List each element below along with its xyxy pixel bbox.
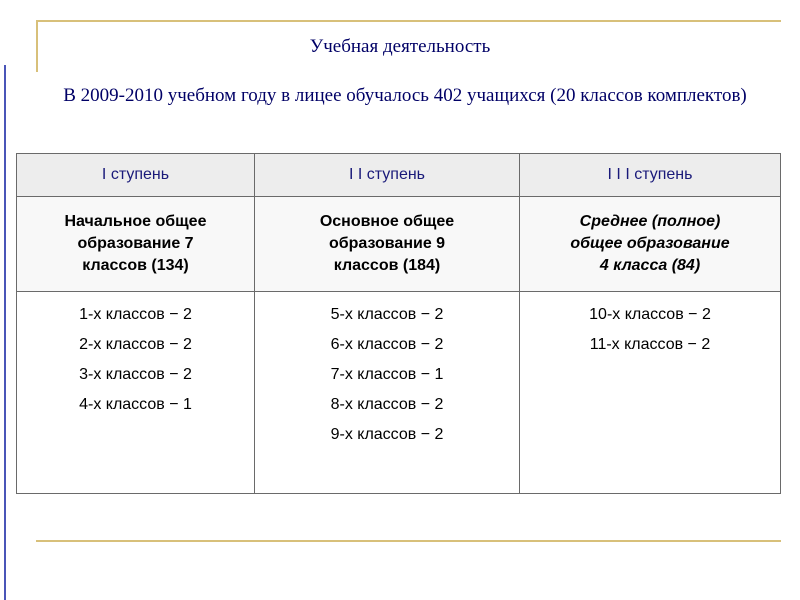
description-step-3 (520, 197, 781, 292)
list-item: 1-х классов − 2 (79, 306, 192, 323)
list-item: 3-х классов − 2 (79, 366, 192, 383)
list-item: 6-х классов − 2 (330, 336, 444, 353)
blue-vertical-accent (4, 65, 6, 600)
description-line: общее образование (570, 235, 730, 252)
description-line: классов (134) (82, 257, 189, 274)
description-line: 4 класса (84) (599, 257, 701, 274)
list-item: 10-х классов − 2 (589, 306, 711, 323)
list-item: 5-х классов − 2 (330, 306, 444, 323)
top-divider (36, 20, 781, 22)
page-subtitle: В 2009-2010 учебном году в лицее обучалось 402 учащихся (20 классов комплектов) (63, 85, 747, 106)
description-line: классов (184) (333, 257, 441, 274)
table-classes-row (17, 292, 781, 494)
list-item: 7-х классов − 1 (330, 366, 444, 383)
classes-step-2 (255, 292, 520, 494)
bottom-divider (36, 540, 781, 542)
table-description-row (17, 197, 781, 292)
page-title: Учебная деятельность (309, 36, 491, 57)
header-step-3: I I I ступень (520, 154, 781, 197)
table-header-row (17, 154, 781, 197)
classes-step-3 (520, 292, 781, 494)
classes-step-1 (17, 292, 255, 494)
description-line: образование 7 (77, 235, 194, 252)
description-line: Основное общее (319, 213, 455, 230)
description-step-2 (255, 197, 520, 292)
list-item: 4-х классов − 1 (79, 396, 192, 413)
description-line: Среднее (полное) (579, 213, 721, 230)
list-item: 2-х классов − 2 (79, 336, 192, 353)
header-step-1: I ступень (17, 154, 255, 197)
list-item: 9-х классов − 2 (330, 426, 444, 443)
description-line: образование 9 (328, 235, 446, 252)
description-line: Начальное общее (64, 213, 207, 230)
description-step-1 (17, 197, 255, 292)
education-steps-table (16, 153, 781, 494)
list-item: 11-х классов − 2 (589, 336, 711, 353)
header-step-2: I I ступень (255, 154, 520, 197)
list-item: 8-х классов − 2 (330, 396, 444, 413)
